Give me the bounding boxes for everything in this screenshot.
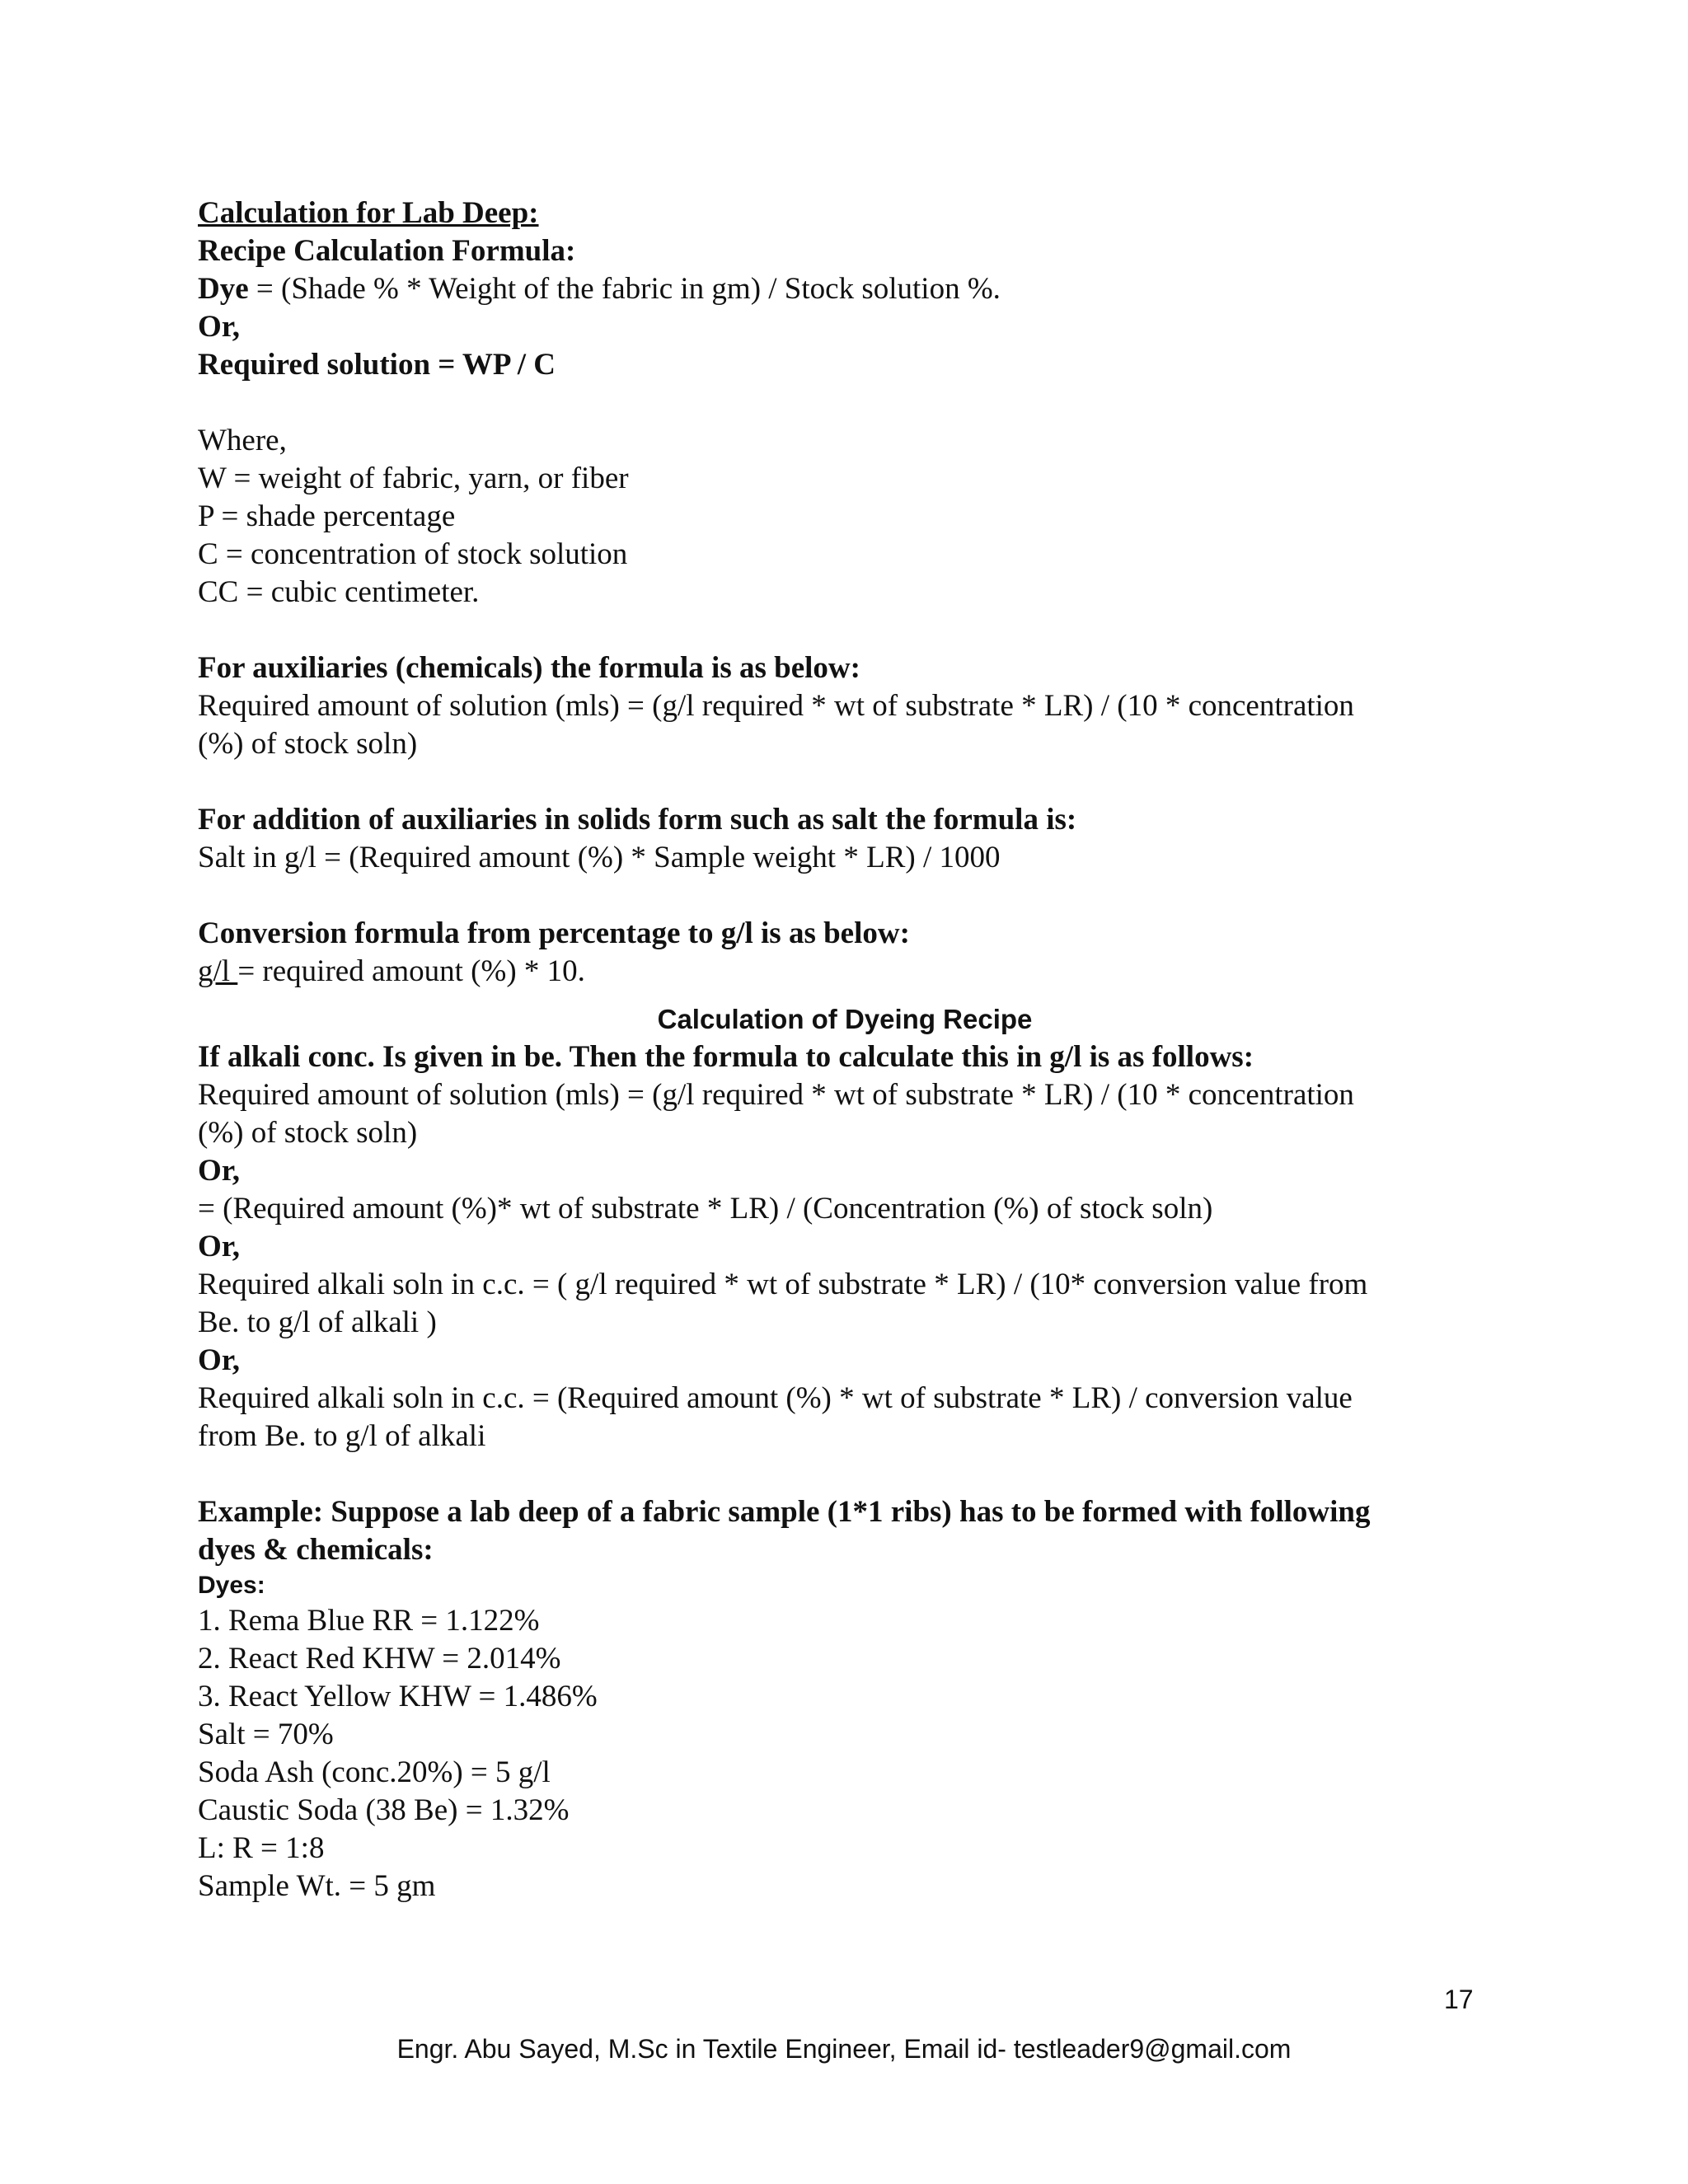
example-item: Soda Ash (conc.20%) = 5 g/l [198, 1755, 551, 1789]
example-item: 1. Rema Blue RR = 1.122% [198, 1604, 540, 1638]
example-item: 3. React Yellow KHW = 1.486% [198, 1680, 598, 1713]
solids-heading: For addition of auxiliaries in solids form such as salt the formula is: [198, 803, 1077, 837]
dye-formula-text: = (Shade % * Weight of the fabric in gm) / Stock solution %. [248, 272, 1001, 306]
definition-w: W = weight of fabric, yarn, or fiber [198, 462, 629, 495]
spacer [198, 763, 1492, 801]
or-label: Or, [198, 1230, 241, 1263]
auxiliaries-formula-line2: (%) of stock soln) [198, 727, 418, 761]
where-label: Where, [198, 424, 287, 457]
example-heading-line2: dyes & chemicals: [198, 1533, 434, 1567]
example-heading-line1: Example: Suppose a lab deep of a fabric sample (1*1 ribs) has to be formed with following [198, 1495, 1371, 1529]
spacer [198, 384, 1492, 422]
conversion-formula [198, 953, 1492, 991]
alkali-formula1-line2: (%) of stock soln) [198, 1116, 418, 1150]
or-label: Or, [198, 310, 241, 344]
dye-term: Dye [198, 272, 249, 306]
example-item: Sample Wt. = 5 gm [198, 1869, 436, 1903]
example-item: L: R = 1:8 [198, 1831, 325, 1865]
document-body [198, 194, 1492, 1905]
auxiliaries-formula-line1: Required amount of solution (mls) = (g/l required * wt of substrate * LR) / (10 * concentration [198, 689, 1354, 723]
page-number: 17 [1444, 1985, 1474, 2014]
solids-formula: Salt in g/l = (Required amount (%) * Sample weight * LR) / 1000 [198, 841, 1001, 874]
example-item: 2. React Red KHW = 2.014% [198, 1642, 561, 1675]
spacer [198, 877, 1492, 915]
definition-p: P = shade percentage [198, 499, 456, 533]
required-solution-formula: Required solution = WP / C [198, 348, 556, 382]
dye-formula [198, 270, 1492, 308]
auxiliaries-heading: For auxiliaries (chemicals) the formula is as below: [198, 651, 860, 685]
example-item: Salt = 70% [198, 1718, 334, 1751]
dyes-label: Dyes: [198, 1572, 265, 1599]
recipe-heading: Recipe Calculation Formula: [198, 234, 576, 268]
example-item: Caustic Soda (38 Be) = 1.32% [198, 1793, 570, 1827]
alkali-formula4-line2: from Be. to g/l of alkali [198, 1419, 486, 1453]
spacer [198, 1455, 1492, 1493]
definition-cc: CC = cubic centimeter. [198, 575, 480, 609]
alkali-formula2: = (Required amount (%)* wt of substrate * LR) / (Concentration (%) of stock soln) [198, 1192, 1213, 1226]
or-label: Or, [198, 1154, 241, 1188]
or-label: Or, [198, 1343, 241, 1377]
page-footer: Engr. Abu Sayed, M.Sc in Textile Engineer, Email id- testleader9@gmail.com [396, 2034, 1292, 2064]
section-title: Calculation for Lab Deep: [198, 196, 539, 230]
alkali-formula1-line1: Required amount of solution (mls) = (g/l required * wt of substrate * LR) / (10 * concentration [198, 1078, 1354, 1112]
conversion-unit: g/l [198, 954, 238, 988]
alkali-formula3-line2: Be. to g/l of alkali ) [198, 1305, 437, 1339]
alkali-formula3-line1: Required alkali soln in c.c. = ( g/l required * wt of substrate * LR) / (10* conversion value from [198, 1268, 1368, 1301]
definition-c: C = concentration of stock solution [198, 537, 628, 571]
alkali-formula4-line1: Required alkali soln in c.c. = (Required amount (%) * wt of substrate * LR) / conversion value [198, 1381, 1353, 1415]
conversion-formula-text: = required amount (%) * 10. [237, 954, 585, 988]
spacer [198, 612, 1492, 649]
alkali-heading: If alkali conc. Is given in be. Then the formula to calculate this in g/l is as follows: [198, 1040, 1254, 1074]
conversion-heading: Conversion formula from percentage to g/l is as below: [198, 916, 910, 950]
dyeing-recipe-heading: Calculation of Dyeing Recipe [657, 1004, 1033, 1034]
